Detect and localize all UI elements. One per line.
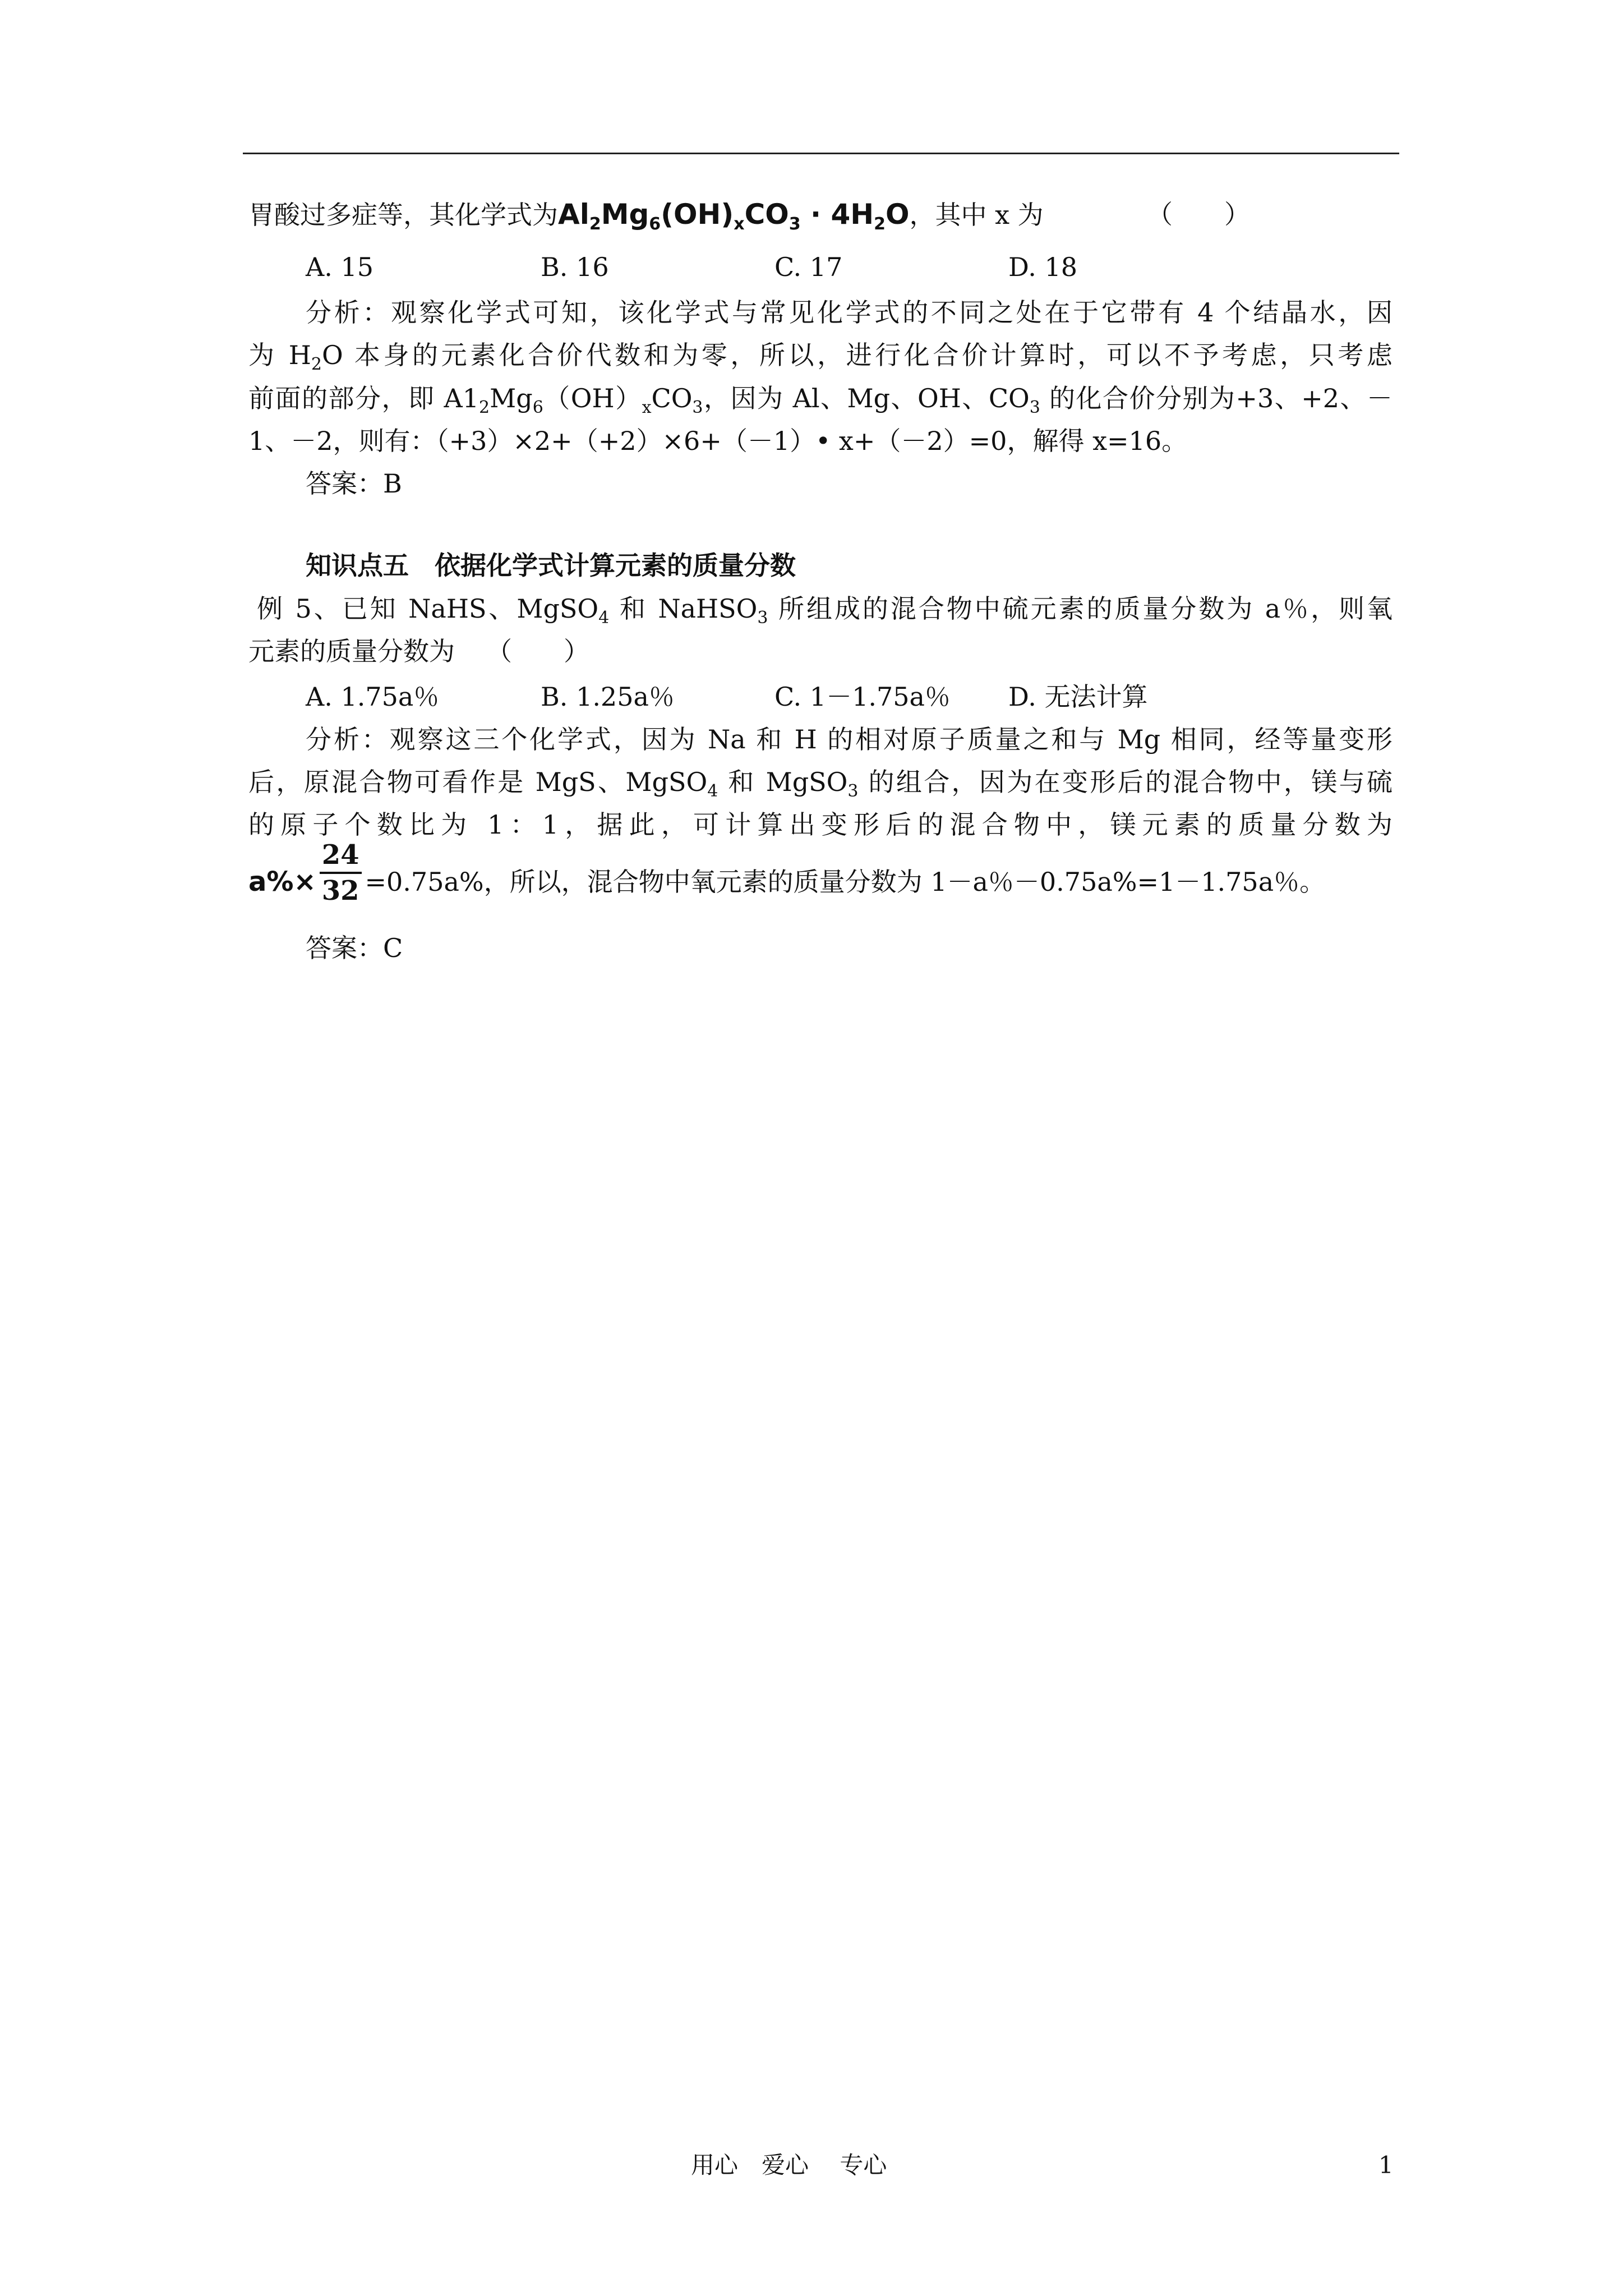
q4-answer-bracket: （ ） xyxy=(1147,199,1250,229)
header-rule xyxy=(243,153,1399,154)
q5-analysis-line-4: a%× $\frac{24}{32}$ =0.75a%，所以，混合物中氧元素的质量分数为 1－a％－0.75a%=1－1.75a％。 xyxy=(248,839,1326,907)
q5-analysis-line-1: 分析：观察这三个化学式，因为 Na 和 H 的相对原子质量之和与 Mg 相同，经等量变形 xyxy=(306,724,1393,754)
q5-option-d: D. 无法计算 xyxy=(1008,682,1148,712)
q5-analysis-line-2: 后，原混合物可看作是 MgS、MgSO$_4$ 和 MgSO$_3$ 的组合，因为在变形后的混合物中，镁与硫 xyxy=(248,767,1393,801)
q5-option-a: A. 1.75a％ xyxy=(306,682,440,712)
q4-option-d: D. 18 xyxy=(1008,252,1078,282)
q4-analysis-line-2: 为 $H_2O$ 本身的元素化合价代数和为零，所以，进行化合价计算时，可以不予考虑，只考虑 xyxy=(248,340,1393,374)
q4-option-c: C. 17 xyxy=(774,252,843,282)
q5-option-c: C. 1－1.75a％ xyxy=(774,682,951,712)
q4-analysis-line-4: 1、－2，则有：（+3）×2+（+2）×6+（－1）• x+（－2）=0，解得 x=16。 xyxy=(248,426,1188,456)
q4-stem-line xyxy=(248,197,1044,232)
chemical-formula: $Al_2Mg_6(OH)_xCO_3 \cdot 4H_2O$ xyxy=(558,198,910,234)
q4-analysis-line-1: 分析：观察化学式可知，该化学式与常见化学式的不同之处在于它带有 4 个结晶水，因 xyxy=(306,297,1393,328)
q5-stem-line-1: 例 5、已知 NaHS、MgSO$_4$ 和 NaHSO$_3$ 所组成的混合物中硫元素的质量分数为 a％，则氧 xyxy=(257,593,1393,628)
q4-stem-tail: ，其中 x 为 xyxy=(909,200,1044,230)
q5-answer: 答案：C xyxy=(306,933,403,963)
q4-analysis-line-3: 前面的部分，即 $A1_2Mg_6(OH)_xCO_3$，因为 Al、Mg、OH、$CO_3$ 的化合价分别为+3、+2、－ xyxy=(248,383,1393,417)
q5-answer-bracket: （ ） xyxy=(486,636,589,666)
q4-stem-text: 胃酸过多症等，其化学式为 xyxy=(248,200,558,230)
fraction-24-over-32: $\frac{24}{32}$ xyxy=(320,841,362,904)
section-heading: 知识点五 依据化学式计算元素的质量分数 xyxy=(306,550,796,581)
q5-stem-line-2: 元素的质量分数为 （ ） xyxy=(248,636,589,666)
page-number: 1 xyxy=(1378,2151,1394,2179)
footer-motto: 用心 爱心 专心 xyxy=(691,2151,887,2179)
q4-option-b: B. 16 xyxy=(541,252,609,282)
q5-option-b: B. 1.25a％ xyxy=(541,682,675,712)
q4-option-a: A. 15 xyxy=(306,252,374,282)
fraction-expression: a%× xyxy=(248,866,316,898)
q5-analysis-line-3: 的原子个数比为 1：1，据此，可计算出变形后的混合物中，镁元素的质量分数为 xyxy=(248,809,1393,840)
q4-answer: 答案：B xyxy=(306,468,402,499)
